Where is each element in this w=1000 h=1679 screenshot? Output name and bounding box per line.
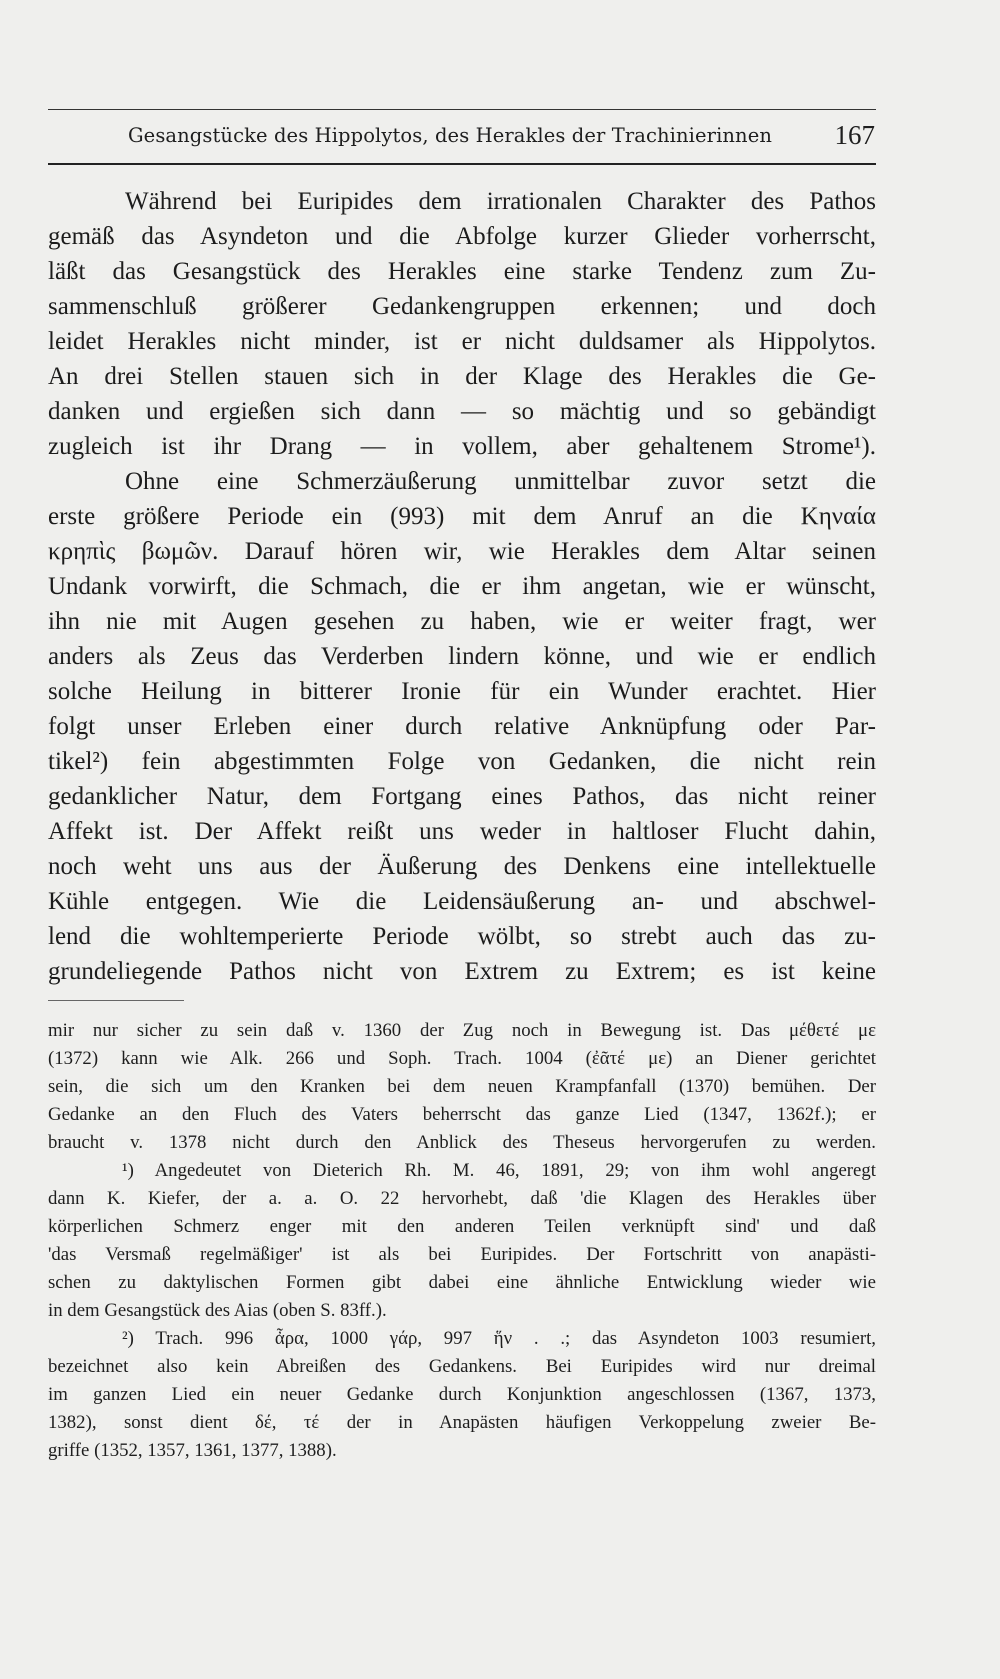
footnote-line: griffe (1352, 1357, 1361, 1377, 1388). <box>48 1440 337 1461</box>
footnote-line: sein, die sich um den Kranken bei dem neuen Krampfanfall (1370) bemühen. Der <box>48 1076 876 1097</box>
body-line: κρηπὶς βωμῶν. Darauf hören wir, wie Herakles dem Altar seinen <box>48 538 876 565</box>
body-line: läßt das Gesangstück des Herakles eine starke Tendenz zum Zu- <box>48 258 876 285</box>
body-line: Affekt ist. Der Affekt reißt uns weder in haltloser Flucht dahin, <box>48 818 876 845</box>
body-line: tikel²) fein abgestimmten Folge von Gedanken, die nicht rein <box>48 748 876 775</box>
body-line: grundeliegende Pathos nicht von Extrem zu Extrem; es ist keine <box>48 958 876 985</box>
body-line: noch weht uns aus der Äußerung des Denkens eine intellektuelle <box>48 853 876 880</box>
body-line: Während bei Euripides dem irrationalen Charakter des Pathos <box>125 188 876 215</box>
body-line: erste größere Periode ein (993) mit dem Anruf an die Κηναία <box>48 503 876 530</box>
body-line: solche Heilung in bitterer Ironie für ein Wunder erachtet. Hier <box>48 678 876 705</box>
footnotes <box>48 1017 876 1465</box>
footnote-line: 'das Versmaß regelmäßiger' ist als bei Euripides. Der Fortschritt von anapästi- <box>48 1244 876 1265</box>
footnote-line: körperlichen Schmerz enger mit den anderen Teilen verknüpft sind' und daß <box>48 1216 876 1237</box>
body-line: gedanklicher Natur, dem Fortgang eines Pathos, das nicht reiner <box>48 783 876 810</box>
footnote-line: dann K. Kiefer, der a. a. O. 22 hervorhebt, daß 'die Klagen des Herakles über <box>48 1188 876 1209</box>
body-line: Undank vorwirft, die Schmach, die er ihm angetan, wie er wünscht, <box>48 573 876 600</box>
body-line: An drei Stellen stauen sich in der Klage des Herakles die Ge- <box>48 363 876 390</box>
body-line: folgt unser Erleben einer durch relative Anknüpfung oder Par- <box>48 713 876 740</box>
footnote-line: braucht v. 1378 nicht durch den Anblick des Theseus hervorgerufen zu werden. <box>48 1132 876 1153</box>
body-line: gemäß das Asyndeton und die Abfolge kurzer Glieder vorherrscht, <box>48 223 876 250</box>
footnote-line: Gedanke an den Fluch des Vaters beherrscht das ganze Lied (1347, 1362f.); er <box>48 1104 876 1125</box>
footnote-line: 1382), sonst dient δέ, τέ der in Anapästen häufigen Verkoppelung zweier Be- <box>48 1412 876 1433</box>
body-line: danken und ergießen sich dann — so mächtig und so gebändigt <box>48 398 876 425</box>
body-line: anders als Zeus das Verderben lindern könne, und wie er endlich <box>48 643 876 670</box>
footnote-line: ¹) Angedeutet von Dieterich Rh. M. 46, 1891, 29; von ihm wohl angeregt <box>122 1160 876 1181</box>
footnote-line: im ganzen Lied ein neuer Gedanke durch Konjunktion angeschlossen (1367, 1373, <box>48 1384 876 1405</box>
header-rule-bottom <box>48 163 876 165</box>
footnote-separator <box>48 1000 184 1001</box>
footnote-line: schen zu daktylischen Formen gibt dabei eine ähnliche Entwicklung wieder wie <box>48 1272 876 1293</box>
running-head: Gesangstücke des Hippolytos, des Herakles der Trachinierinnen <box>128 124 773 147</box>
body-line: leidet Herakles nicht minder, ist er nicht duldsamer als Hippolytos. <box>48 328 876 355</box>
footnote-line: bezeichnet also kein Abreißen des Gedankens. Bei Euripides wird nur dreimal <box>48 1356 876 1377</box>
body-line: Kühle entgegen. Wie die Leidensäußerung an- und abschwel- <box>48 888 876 915</box>
footnote-line: mir nur sicher zu sein daß v. 1360 der Zug noch in Bewegung ist. Das μέθετέ με <box>48 1020 876 1041</box>
body-text <box>48 184 876 989</box>
header-rule-top <box>48 109 876 110</box>
body-line: Ohne eine Schmerzäußerung unmittelbar zuvor setzt die <box>125 468 876 495</box>
footnote-line: (1372) kann wie Alk. 266 und Soph. Trach. 1004 (ἐᾶτέ με) an Diener gerichtet <box>48 1048 876 1069</box>
page-number: 167 <box>834 120 875 150</box>
body-line: zugleich ist ihr Drang — in vollem, aber gehaltenem Strome¹). <box>48 433 876 460</box>
footnote-line: ²) Trach. 996 ἆρα, 1000 γάρ, 997 ἥν . .; das Asyndeton 1003 resumiert, <box>122 1328 876 1349</box>
footnote-line: in dem Gesangstück des Aias (oben S. 83ff.). <box>48 1300 387 1321</box>
body-line: ihn nie mit Augen gesehen zu haben, wie er weiter fragt, wer <box>48 608 876 635</box>
body-line: lend die wohltemperierte Periode wölbt, so strebt auch das zu- <box>48 923 876 950</box>
body-line: sammenschluß größerer Gedankengruppen erkennen; und doch <box>48 293 876 320</box>
